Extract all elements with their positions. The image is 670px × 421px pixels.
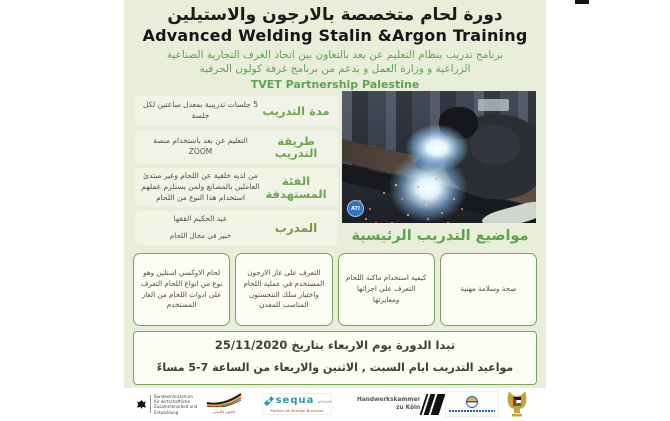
footer-logos xyxy=(124,388,546,420)
sequa-tagline: Partner of German Business xyxy=(270,408,324,413)
trainer-bio: خبير في مجال اللحام xyxy=(169,232,232,241)
topic-argon-gas: التعرف على غاز الارجون المستخدم في عملية اللحام واختيار سلك التنجستون المناسب للمعدن xyxy=(235,253,332,326)
chambers-caption-line xyxy=(449,410,495,412)
method-heading: طريقة التدريب xyxy=(274,133,318,160)
info-box-method xyxy=(135,130,338,164)
photo-ceiling-unit xyxy=(478,99,509,111)
info-box-target-group xyxy=(135,168,338,207)
handwerkskammer-bars-icon xyxy=(423,394,442,415)
german-palestinian-partnership-logo xyxy=(204,392,244,415)
sequa-diamond-icon: s xyxy=(264,396,274,406)
chambers-federation-logo xyxy=(445,391,499,417)
topic-health-safety: صحة وسلامة مهنية xyxy=(440,253,537,326)
target-group-heading: الفئة المستهدفة xyxy=(265,174,327,201)
handwerkskammer-logo xyxy=(357,394,442,415)
poster-panel xyxy=(124,0,546,388)
method-body: التعليم عن بعد باستخدام منصة ZOOM xyxy=(153,136,248,156)
info-box-duration xyxy=(135,96,338,126)
tvet-partnership-line: TVET Partnership Palestine xyxy=(250,78,420,91)
info-box-trainer xyxy=(135,211,338,245)
course-title-arabic: دورة لحام متخصصة بالارجون والاستيلين xyxy=(167,5,503,25)
chambers-dome-icon xyxy=(466,396,478,408)
sequa-row xyxy=(265,395,332,407)
topic-oxyacetylene: لحام الاوكسي استلين وهو نوع من انواع اللحام التعرف على ادوات اللحام من الغاز المستخدم xyxy=(133,253,230,326)
photo-welder-shoulder xyxy=(470,125,520,165)
flags-swoosh-icon xyxy=(206,393,242,407)
topic-welding-machine: كيفية استخدام ماكنة اللحام التعرف على اجزائها ومعايرتها xyxy=(338,253,435,326)
partnership-caption: التعاون الألماني xyxy=(212,410,236,414)
ati-watermark: ATI xyxy=(347,200,364,217)
handwerkskammer-line1: Handwerkskammer xyxy=(357,397,421,404)
bmz-divider xyxy=(150,395,151,413)
trainer-heading: المدرب xyxy=(274,220,318,235)
duration-heading: مدة التدريب xyxy=(262,103,330,118)
palestine-eagle-icon xyxy=(506,389,528,417)
main-topics-heading: مواضيع التدريب الرئيسية xyxy=(351,228,529,244)
top-black-mark xyxy=(575,0,589,4)
trainer-name: عبد الحكيم الفقها xyxy=(173,214,228,224)
duration-body: 5 جلسات تدريبية بمعدل ساعتين لكل جلسة xyxy=(143,100,258,120)
schedule-box xyxy=(133,331,537,385)
handwerkskammer-label xyxy=(357,397,420,411)
course-subtitle: برنامج تدريب بنظام التعليم عن بعد بالتعاون بين اتحاد الغرف التجارية الصناعية الزراعية و وزارة العمل و بدعم من برنامج غرفة كولون الحرفية xyxy=(166,49,504,75)
sequa-logo xyxy=(262,393,332,415)
german-eagle-icon xyxy=(136,399,147,410)
schedule-start-date: تبدا الدورة يوم الاربعاء بتاريخ 25/11/2020 xyxy=(214,338,456,352)
target-group-body: من لديه خلفية عن اللحام وغير مبتدئ العاملين بالمصانع ولمن يستلزم عملهم استخدام هذا النوع من اللحام xyxy=(141,171,260,202)
welding-photo xyxy=(342,91,536,223)
bmz-logo xyxy=(136,394,198,415)
sequa-name: sequa xyxy=(275,395,315,406)
handwerkskammer-line2: zu Köln xyxy=(396,404,421,411)
bmz-label: Bundesministerium für wirtschaftliche Zusammenarbeit und Entwicklung xyxy=(154,394,198,415)
schedule-times: مواعيد التدريب ايام السبت , الاثنين والاربعاء من الساعة 7-5 مساءً xyxy=(156,361,514,374)
sequa-suffix: gGmbH xyxy=(317,398,332,404)
palestine-eagle-emblem xyxy=(506,389,528,421)
trainer-body xyxy=(141,214,260,241)
topics-row xyxy=(133,253,537,326)
photo-weld-glow-lower xyxy=(389,154,467,222)
course-title-english: Advanced Welding Stalin &Argon Training xyxy=(142,26,528,45)
